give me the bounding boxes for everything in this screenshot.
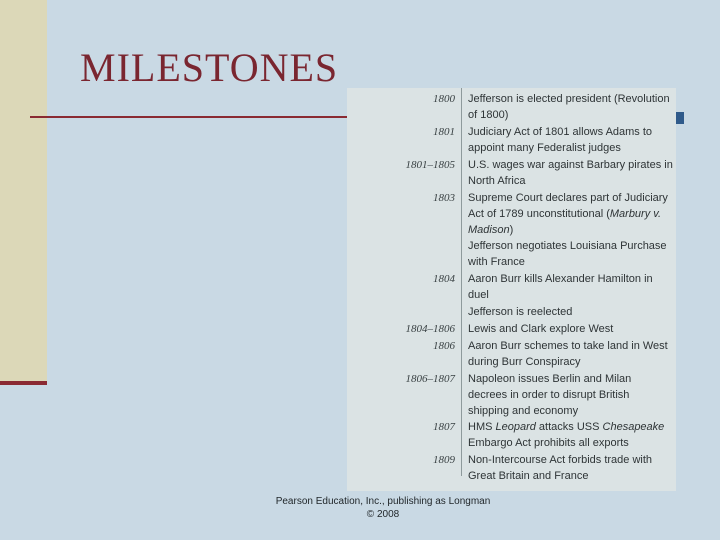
- event-text: Aaron Burr schemes to take land in West during Burr Conspiracy: [468, 340, 668, 368]
- timeline-event: [468, 419, 673, 451]
- timeline-event: [468, 338, 673, 370]
- event-text: Aaron Burr kills Alexander Hamilton in duel: [468, 273, 653, 301]
- accent-square: [676, 112, 684, 124]
- event-text: Napoleon issues Berlin and Milan decrees in order to disrupt British shipping and economy: [468, 373, 632, 417]
- event-text: Embargo Act prohibits all exports: [468, 437, 629, 449]
- timeline-year: 1801–1805: [405, 159, 455, 171]
- event-text: Supreme Court declares part of Judiciary Act of 1789 unconstitutional (: [468, 192, 668, 220]
- timeline-event: [468, 91, 673, 123]
- left-decorative-band: [0, 0, 47, 383]
- timeline-year: 1807: [433, 421, 455, 433]
- timeline-event: [468, 452, 673, 484]
- footer-copyright: © 2008: [366, 509, 400, 520]
- event-text: U.S. wages war against Barbary pirates in North Africa: [468, 159, 673, 187]
- timeline-year: 1803: [433, 192, 455, 204]
- event-italic-text: Leopard: [495, 421, 536, 433]
- timeline-event: [468, 124, 673, 156]
- timeline-year: 1804: [433, 273, 455, 285]
- publisher-footer: [270, 495, 496, 521]
- event-text: attacks USS: [535, 421, 603, 433]
- timeline-event: [468, 271, 673, 303]
- timeline-event: [468, 304, 673, 320]
- timeline-year: 1809: [433, 454, 455, 466]
- event-text: Jefferson is reelected: [468, 306, 573, 318]
- event-italic-text: Marbury v. Madison: [468, 208, 662, 236]
- timeline-event: [468, 157, 673, 189]
- timeline-event: [468, 238, 673, 270]
- event-text: ): [509, 224, 514, 236]
- timeline-event: [468, 190, 673, 238]
- timeline-event: [468, 321, 673, 337]
- event-text: HMS: [468, 421, 496, 433]
- footer-publisher: Pearson Education, Inc., publishing as Longman: [275, 496, 491, 507]
- timeline-event: [468, 371, 673, 419]
- timeline-year: 1800: [433, 93, 455, 105]
- event-italic-text: Chesapeake: [602, 421, 665, 433]
- event-text: Lewis and Clark explore West: [468, 323, 614, 335]
- timeline-year: 1804–1806: [405, 323, 455, 335]
- timeline-year: 1806: [433, 340, 455, 352]
- event-text: Judiciary Act of 1801 allows Adams to appoint many Federalist judges: [468, 126, 653, 154]
- event-text: Non-Intercourse Act forbids trade with Great Britain and France: [468, 454, 653, 482]
- slide-title: MILESTONES: [80, 45, 339, 90]
- title-underline: [30, 116, 348, 118]
- milestones-timeline: [347, 88, 676, 491]
- event-text: Jefferson is elected president (Revolution of 1800): [468, 93, 670, 121]
- timeline-year: 1806–1807: [405, 373, 455, 385]
- timeline-divider: [461, 88, 462, 476]
- event-text: Jefferson negotiates Louisiana Purchase with France: [468, 240, 667, 268]
- timeline-year: 1801: [433, 126, 455, 138]
- left-band-accent: [0, 381, 47, 385]
